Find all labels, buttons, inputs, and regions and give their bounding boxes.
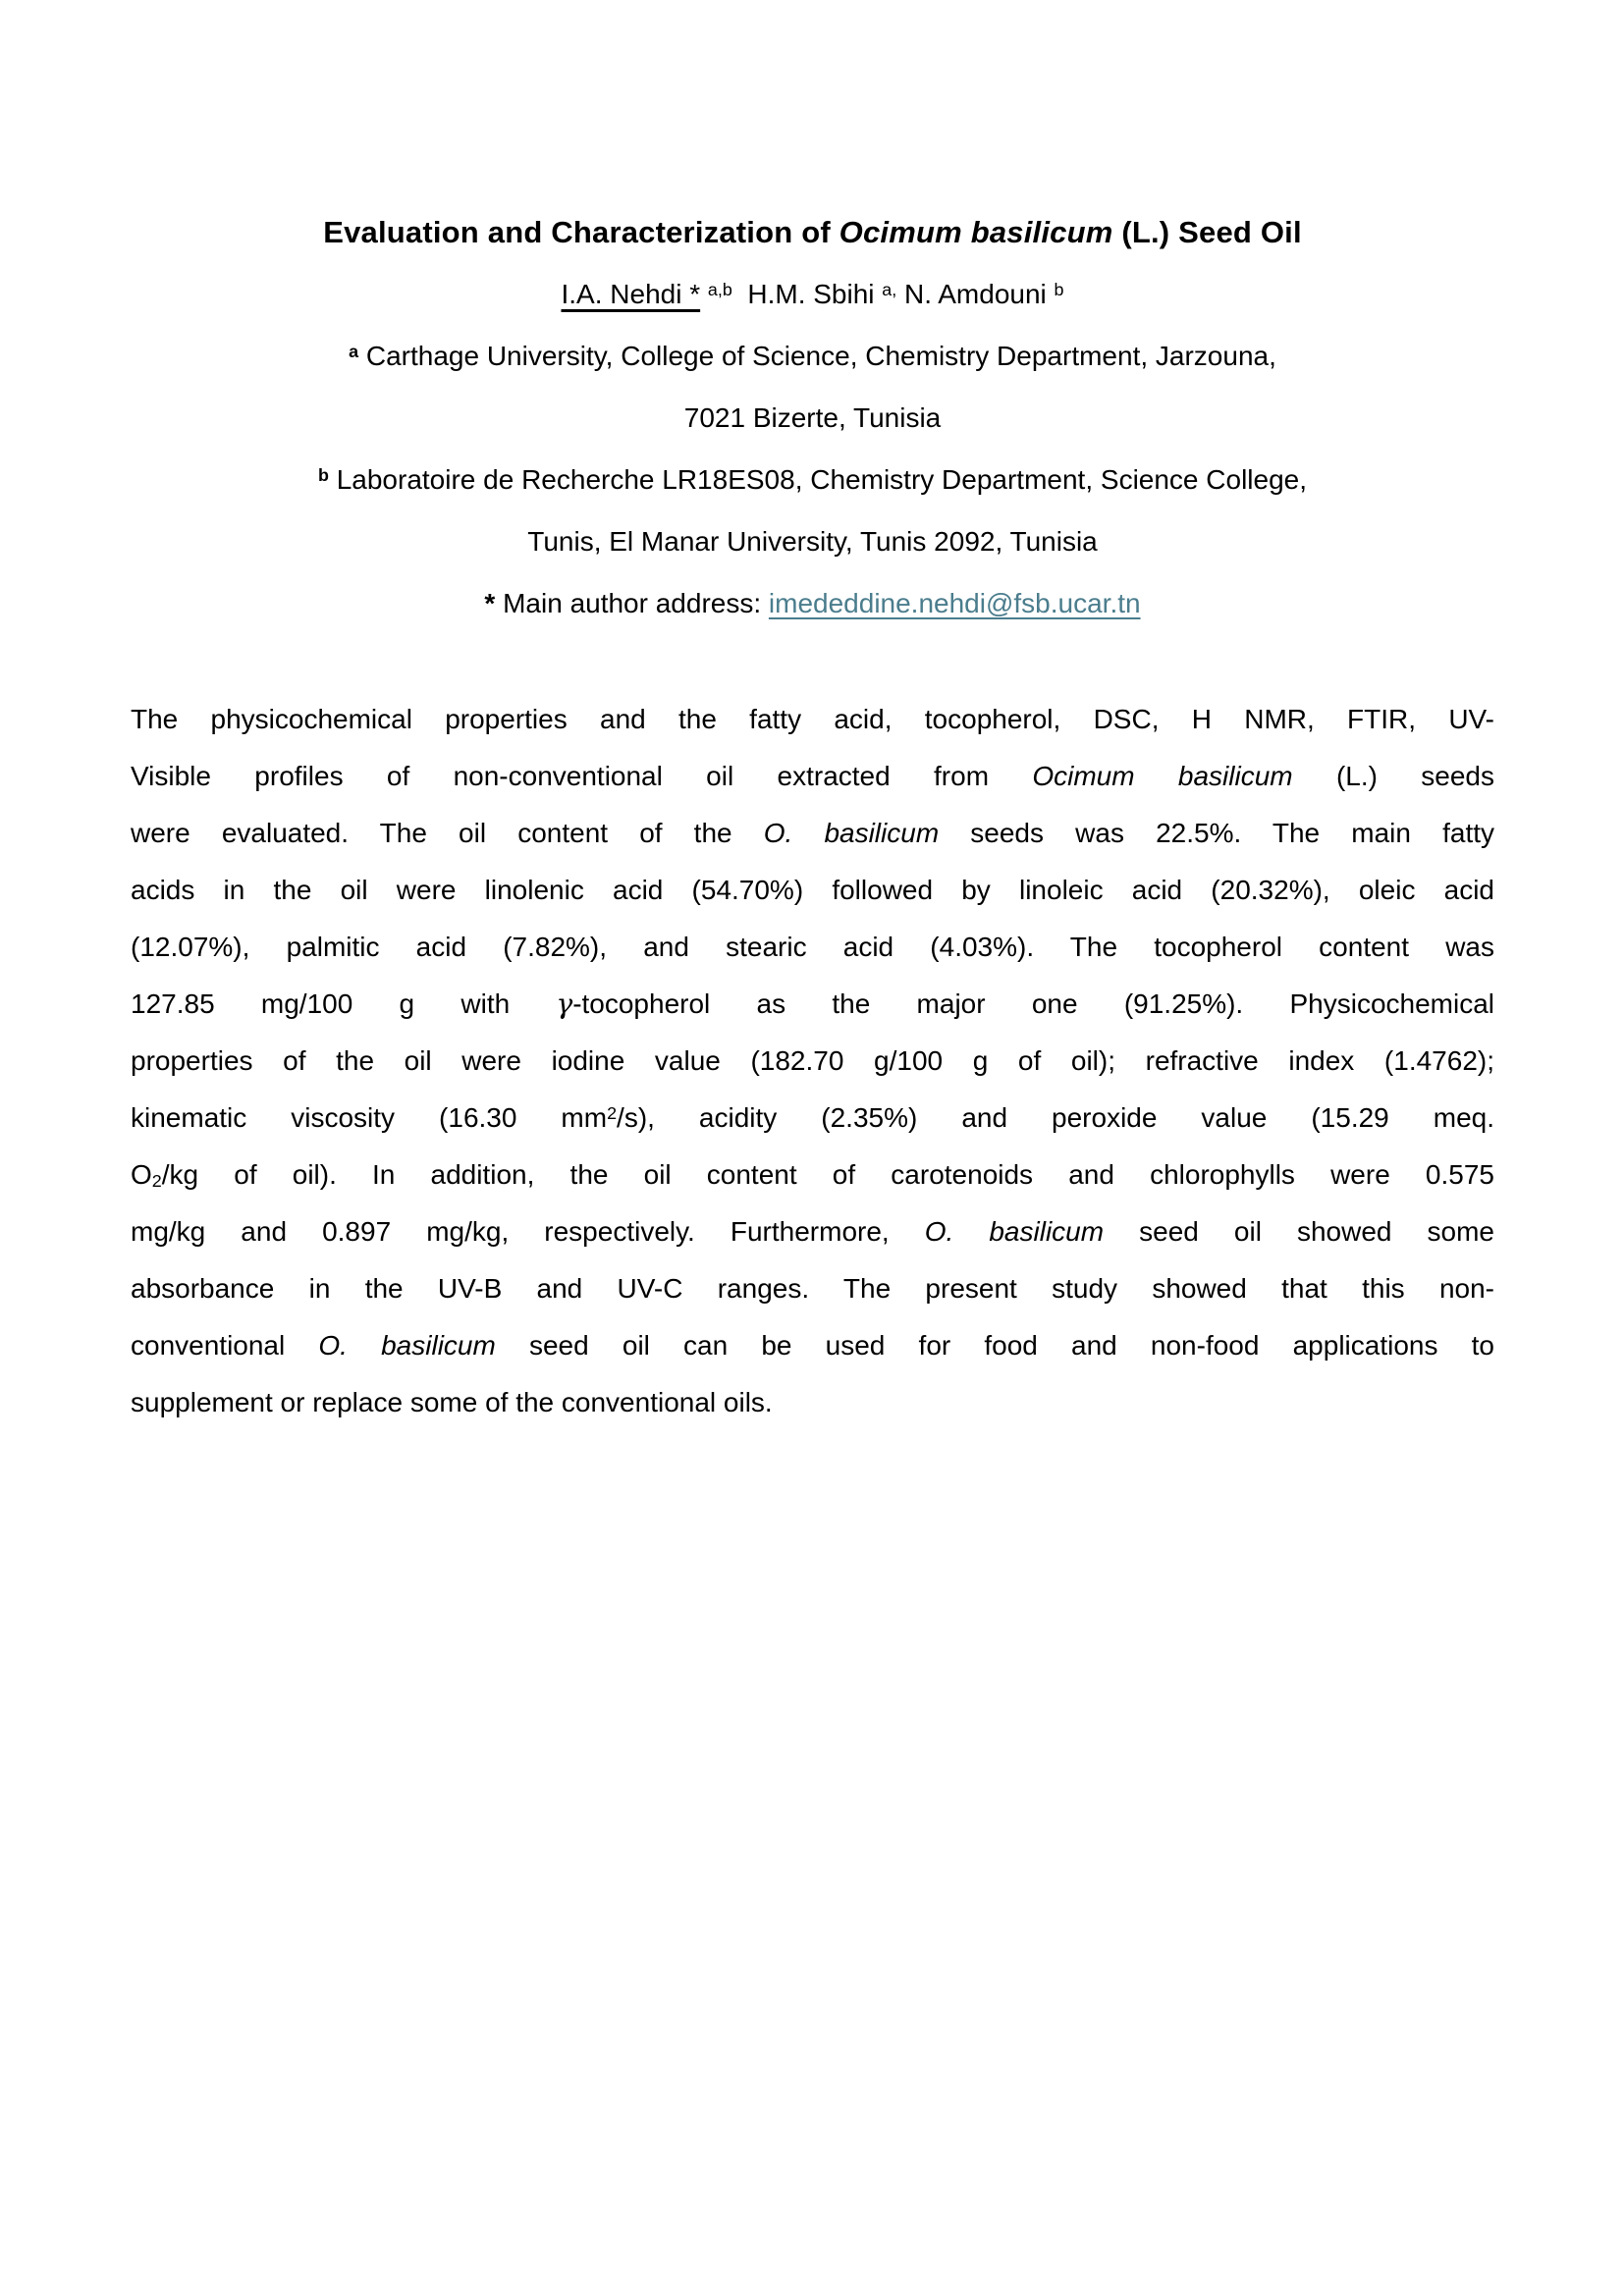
text-segment: γ — [556, 988, 573, 1020]
abstract-line — [131, 976, 1494, 1033]
page-content — [131, 0, 1494, 1431]
text-segment: Ocimum basilicum — [1032, 761, 1293, 791]
abstract-line — [131, 1317, 1494, 1374]
abstract-line — [131, 1203, 1494, 1260]
correspondence-line — [131, 572, 1494, 634]
text-segment: (L.) seeds — [1292, 761, 1495, 791]
text-segment: Tunis, El Manar University, Tunis 2092, Tunisia — [527, 526, 1098, 557]
text-segment: /s), acidity (2.35%) and peroxide value (15.29 meq. — [617, 1102, 1494, 1133]
abstract-line — [131, 691, 1494, 748]
abstract-line — [131, 1033, 1494, 1090]
abstract-line — [131, 862, 1494, 919]
abstract-line — [131, 1260, 1494, 1317]
text-segment: (L.) Seed Oil — [1112, 215, 1302, 249]
text-segment: a, — [882, 279, 897, 299]
text-segment: Evaluation and Characterization of — [323, 215, 839, 249]
affiliation-b-line2 — [131, 510, 1494, 572]
text-segment: I.A. Nehdi * — [561, 279, 701, 309]
text-segment: -tocopherol as the major one (91.25%). Physicochemical — [572, 988, 1494, 1019]
text-segment: conventional — [131, 1330, 319, 1361]
affiliation-a-line2 — [131, 387, 1494, 449]
text-segment: kinematic viscosity (16.30 mm — [131, 1102, 608, 1133]
text-segment: Carthage University, College of Science, Chemistry Department, Jarzouna, — [358, 341, 1276, 371]
paper-title — [131, 0, 1494, 263]
text-segment: Visible profiles of non-conventional oil extracted from — [131, 761, 1033, 791]
abstract — [131, 691, 1494, 1431]
text-segment: absorbance in the UV-B and UV-C ranges. The present study showed that this non- — [131, 1273, 1494, 1304]
text-segment: b — [317, 464, 329, 485]
email-link[interactable]: imededdine.nehdi@fsb.ucar.tn — [768, 588, 1141, 618]
text-segment: Main author address: — [503, 588, 769, 618]
text-segment: seed oil showed some — [1104, 1216, 1495, 1247]
text-segment: seed oil can be used for food and non-food applications to — [495, 1330, 1494, 1361]
text-segment: were evaluated. The oil content of the — [131, 818, 764, 848]
text-segment: a,b — [707, 279, 732, 299]
abstract-line — [131, 1147, 1494, 1203]
text-segment: O. basilicum — [763, 818, 940, 848]
text-segment: Laboratoire de Recherche LR18ES08, Chemistry Department, Science College, — [328, 464, 1308, 495]
text-segment: 7021 Bizerte, Tunisia — [683, 402, 942, 433]
text-segment: N. Amdouni — [896, 279, 1055, 309]
abstract-line — [131, 1374, 1494, 1431]
text-segment: 2 — [151, 1171, 162, 1192]
affiliation-b-line1 — [131, 449, 1494, 510]
text-segment: acids in the oil were linolenic acid (54.70%) followed by linoleic acid (20.32%), oleic acid — [131, 875, 1494, 905]
text-segment: H.M. Sbihi — [731, 279, 883, 309]
affiliation-a-line1 — [131, 325, 1494, 387]
text-segment: b — [1054, 279, 1064, 299]
text-segment: properties of the oil were iodine value (182.70 g/100 g of oil); refractive index (1.4762); — [131, 1045, 1494, 1076]
text-segment: seeds was 22.5%. The main fatty — [939, 818, 1494, 848]
text-segment: (12.07%), palmitic acid (7.82%), and stearic acid (4.03%). The tocopherol content was — [131, 932, 1494, 962]
text-segment: Ocimum basilicum — [839, 215, 1113, 249]
text-segment: 127.85 mg/100 g with — [131, 988, 557, 1019]
text-segment: supplement or replace some of the conventional oils. — [131, 1387, 773, 1417]
text-segment: * — [484, 588, 504, 618]
abstract-line — [131, 919, 1494, 976]
text-segment: O. basilicum — [924, 1216, 1105, 1247]
abstract-line — [131, 1090, 1494, 1147]
text-segment: 2 — [607, 1102, 618, 1123]
text-segment: O. basilicum — [318, 1330, 496, 1361]
text-segment — [700, 279, 708, 309]
abstract-line — [131, 748, 1494, 805]
text-segment: mg/kg and 0.897 mg/kg, respectively. Furthermore, — [131, 1216, 925, 1247]
authors-line — [131, 263, 1494, 325]
text-segment: a — [349, 341, 359, 361]
text-segment: The physicochemical properties and the fatty acid, tocopherol, DSC, H NMR, FTIR, UV- — [131, 704, 1494, 734]
abstract-line — [131, 805, 1494, 862]
text-segment: O — [131, 1159, 152, 1190]
text-segment: /kg of oil). In addition, the oil content of carotenoids and chlorophylls were 0.575 — [161, 1159, 1494, 1190]
